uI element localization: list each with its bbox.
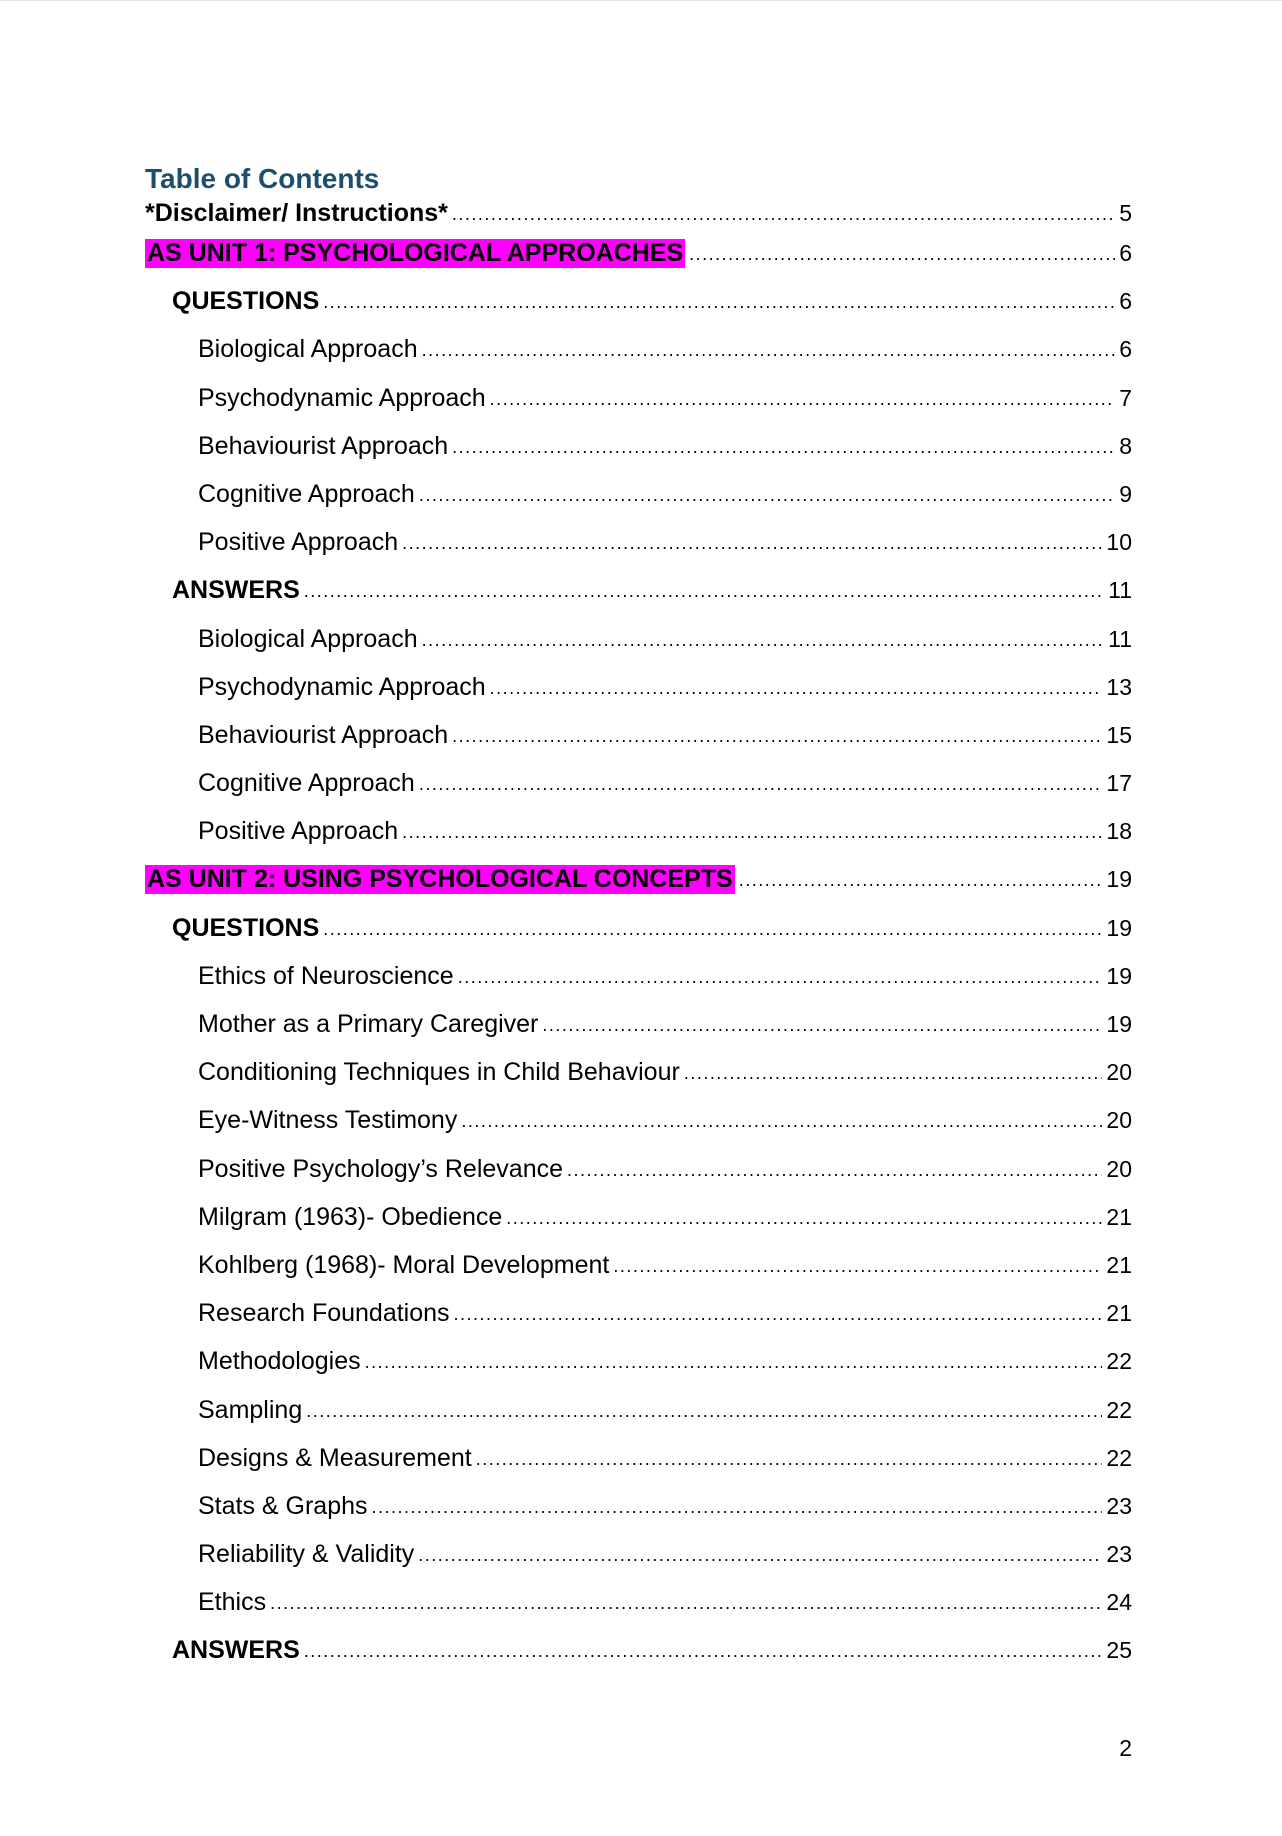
toc-entry[interactable] xyxy=(145,817,1132,865)
toc-entry[interactable] xyxy=(145,721,1132,769)
toc-entry-label: Cognitive Approach xyxy=(198,479,415,508)
toc-entry-page: 23 xyxy=(1106,1492,1132,1519)
toc-entry-label: Designs & Measurement xyxy=(198,1443,472,1472)
toc-entry-page: 19 xyxy=(1106,962,1132,989)
toc-entry-label: Conditioning Techniques in Child Behaviour xyxy=(198,1058,680,1087)
dot-leader xyxy=(323,292,1115,313)
toc-entry-page: 19 xyxy=(1106,1011,1132,1037)
dot-leader xyxy=(419,774,1103,795)
toc-entry[interactable] xyxy=(145,335,1132,383)
toc-entry-label: Positive Psychology’s Relevance xyxy=(198,1154,564,1183)
toc-entry[interactable] xyxy=(145,384,1132,432)
toc-entry-page: 19 xyxy=(1106,866,1132,893)
dot-leader xyxy=(304,1641,1103,1662)
dot-leader xyxy=(304,581,1104,602)
toc-entry-page: 11 xyxy=(1108,577,1132,604)
toc-entry[interactable] xyxy=(145,1299,1132,1347)
toc-entry-label: Psychodynamic Approach xyxy=(198,672,486,701)
dot-leader xyxy=(542,1015,1102,1036)
dot-leader xyxy=(365,1352,1103,1373)
toc-entry[interactable] xyxy=(145,287,1132,335)
toc-entry-label: Ethics of Neuroscience xyxy=(198,961,454,990)
toc-entry[interactable] xyxy=(145,865,1132,913)
toc-entry-label: Ethics xyxy=(198,1588,267,1617)
dot-leader xyxy=(684,1063,1103,1084)
toc-entry[interactable] xyxy=(145,1347,1132,1395)
dot-leader xyxy=(476,1449,1103,1470)
toc-entry-label: AS UNIT 2: USING PSYCHOLOGICAL CONCEPTS xyxy=(147,865,733,894)
toc-heading: Table of Contents xyxy=(145,163,380,194)
toc-entry-label: Reliability & Validity xyxy=(198,1540,415,1569)
toc-entry-label: Positive Approach xyxy=(198,528,399,557)
dot-leader xyxy=(452,726,1102,747)
dot-leader xyxy=(422,630,1105,651)
toc-entry-page: 11 xyxy=(1108,625,1132,652)
toc-list xyxy=(145,199,1132,1685)
toc-entry-page: 10 xyxy=(1106,529,1132,556)
toc-entry-label: Mother as a Primary Caregiver xyxy=(198,1010,539,1038)
toc-entry[interactable] xyxy=(145,914,1132,962)
toc-entry-label: Behaviourist Approach xyxy=(198,431,449,460)
dot-leader xyxy=(323,919,1102,940)
dot-leader xyxy=(490,678,1103,699)
toc-entry-page: 23 xyxy=(1106,1541,1132,1568)
toc-entry[interactable] xyxy=(145,1444,1132,1492)
table-of-contents xyxy=(145,159,1132,1685)
toc-entry-page: 21 xyxy=(1106,1203,1132,1230)
toc-entry-page: 8 xyxy=(1119,432,1132,459)
toc-entry[interactable] xyxy=(145,1492,1132,1540)
dot-leader xyxy=(402,822,1102,843)
toc-entry-page: 15 xyxy=(1106,721,1132,748)
toc-entry-label: Kohlberg (1968)- Moral Development xyxy=(198,1250,610,1279)
dot-leader xyxy=(613,1256,1102,1277)
toc-entry[interactable] xyxy=(145,239,1132,287)
toc-entry-page: 25 xyxy=(1106,1637,1132,1664)
toc-entry-page: 19 xyxy=(1106,914,1132,941)
dot-leader xyxy=(418,1545,1102,1566)
toc-entry[interactable] xyxy=(145,1396,1132,1444)
toc-entry-page: 22 xyxy=(1106,1396,1132,1423)
toc-entry[interactable] xyxy=(145,1588,1132,1636)
dot-leader xyxy=(461,1111,1102,1132)
toc-entry-label: QUESTIONS xyxy=(172,913,320,942)
toc-entry-page: 17 xyxy=(1106,770,1132,797)
toc-entry-label: *Disclaimer/ Instructions* xyxy=(145,199,448,227)
toc-entry-label: ANSWERS xyxy=(172,576,300,605)
dot-leader xyxy=(458,967,1103,988)
toc-entry-label: Research Foundations xyxy=(198,1299,450,1328)
toc-entry-page: 20 xyxy=(1106,1059,1132,1086)
toc-entry-page: 22 xyxy=(1106,1444,1132,1471)
dot-leader xyxy=(270,1593,1102,1614)
toc-entry[interactable] xyxy=(145,1106,1132,1154)
dot-leader xyxy=(490,389,1116,410)
toc-entry[interactable] xyxy=(145,432,1132,480)
toc-entry-label: Stats & Graphs xyxy=(198,1491,368,1520)
toc-entry-page: 20 xyxy=(1106,1107,1132,1134)
toc-entry-label: Biological Approach xyxy=(198,335,418,364)
dot-leader xyxy=(422,340,1116,361)
toc-entry-page: 24 xyxy=(1106,1589,1132,1616)
toc-entry-page: 18 xyxy=(1106,818,1132,845)
toc-entry-label: Milgram (1963)- Obedience xyxy=(198,1202,503,1231)
dot-leader xyxy=(506,1208,1102,1229)
toc-entry-label: Eye-Witness Testimony xyxy=(198,1106,458,1135)
toc-entry-page: 6 xyxy=(1119,288,1132,315)
toc-entry-page: 21 xyxy=(1106,1300,1132,1327)
toc-entry-page: 20 xyxy=(1106,1155,1132,1182)
toc-entry[interactable] xyxy=(145,1251,1132,1299)
toc-entry[interactable] xyxy=(145,199,1132,239)
dot-leader xyxy=(689,244,1115,265)
toc-entry-label: Biological Approach xyxy=(198,624,418,653)
page-number: 2 xyxy=(1119,1735,1132,1761)
dot-leader xyxy=(402,533,1102,554)
toc-entry[interactable] xyxy=(145,625,1132,673)
toc-entry[interactable] xyxy=(145,1058,1132,1106)
toc-entry[interactable] xyxy=(145,528,1132,576)
toc-entry-label: ANSWERS xyxy=(172,1636,300,1665)
toc-entry[interactable] xyxy=(145,1636,1132,1684)
dot-leader xyxy=(739,870,1103,891)
dot-leader xyxy=(419,485,1115,506)
toc-entry-label: Cognitive Approach xyxy=(198,769,415,798)
dot-leader xyxy=(372,1497,1103,1518)
toc-entry-page: 5 xyxy=(1119,200,1132,226)
toc-entry-label: Methodologies xyxy=(198,1347,361,1376)
toc-entry-label: Psychodynamic Approach xyxy=(198,383,486,412)
toc-entry-page: 21 xyxy=(1106,1251,1132,1278)
toc-entry-page: 13 xyxy=(1106,673,1132,700)
dot-leader xyxy=(454,1304,1103,1325)
dot-leader xyxy=(452,437,1115,458)
toc-entry-page: 6 xyxy=(1119,336,1132,363)
toc-entry-page: 7 xyxy=(1119,384,1132,411)
toc-entry-page: 22 xyxy=(1106,1348,1132,1375)
toc-entry-label: Behaviourist Approach xyxy=(198,720,449,749)
toc-entry[interactable] xyxy=(145,1540,1132,1588)
dot-leader xyxy=(306,1401,1102,1422)
toc-entry-page: 9 xyxy=(1119,480,1132,507)
toc-entry-label: Positive Approach xyxy=(198,817,399,846)
toc-entry[interactable] xyxy=(145,673,1132,721)
toc-entry[interactable] xyxy=(145,576,1132,624)
toc-entry[interactable] xyxy=(145,1203,1132,1251)
toc-entry-label: Sampling xyxy=(198,1395,303,1424)
toc-entry-page: 6 xyxy=(1119,240,1132,266)
toc-entry[interactable] xyxy=(145,480,1132,528)
dot-leader xyxy=(567,1160,1102,1181)
toc-entry-label: AS UNIT 1: PSYCHOLOGICAL APPROACHES xyxy=(147,239,684,267)
toc-entry[interactable] xyxy=(145,962,1132,1010)
dot-leader xyxy=(452,204,1115,225)
toc-entry[interactable] xyxy=(145,1155,1132,1203)
toc-entry-label: QUESTIONS xyxy=(172,287,320,316)
toc-entry[interactable] xyxy=(145,1010,1132,1058)
toc-entry[interactable] xyxy=(145,769,1132,817)
